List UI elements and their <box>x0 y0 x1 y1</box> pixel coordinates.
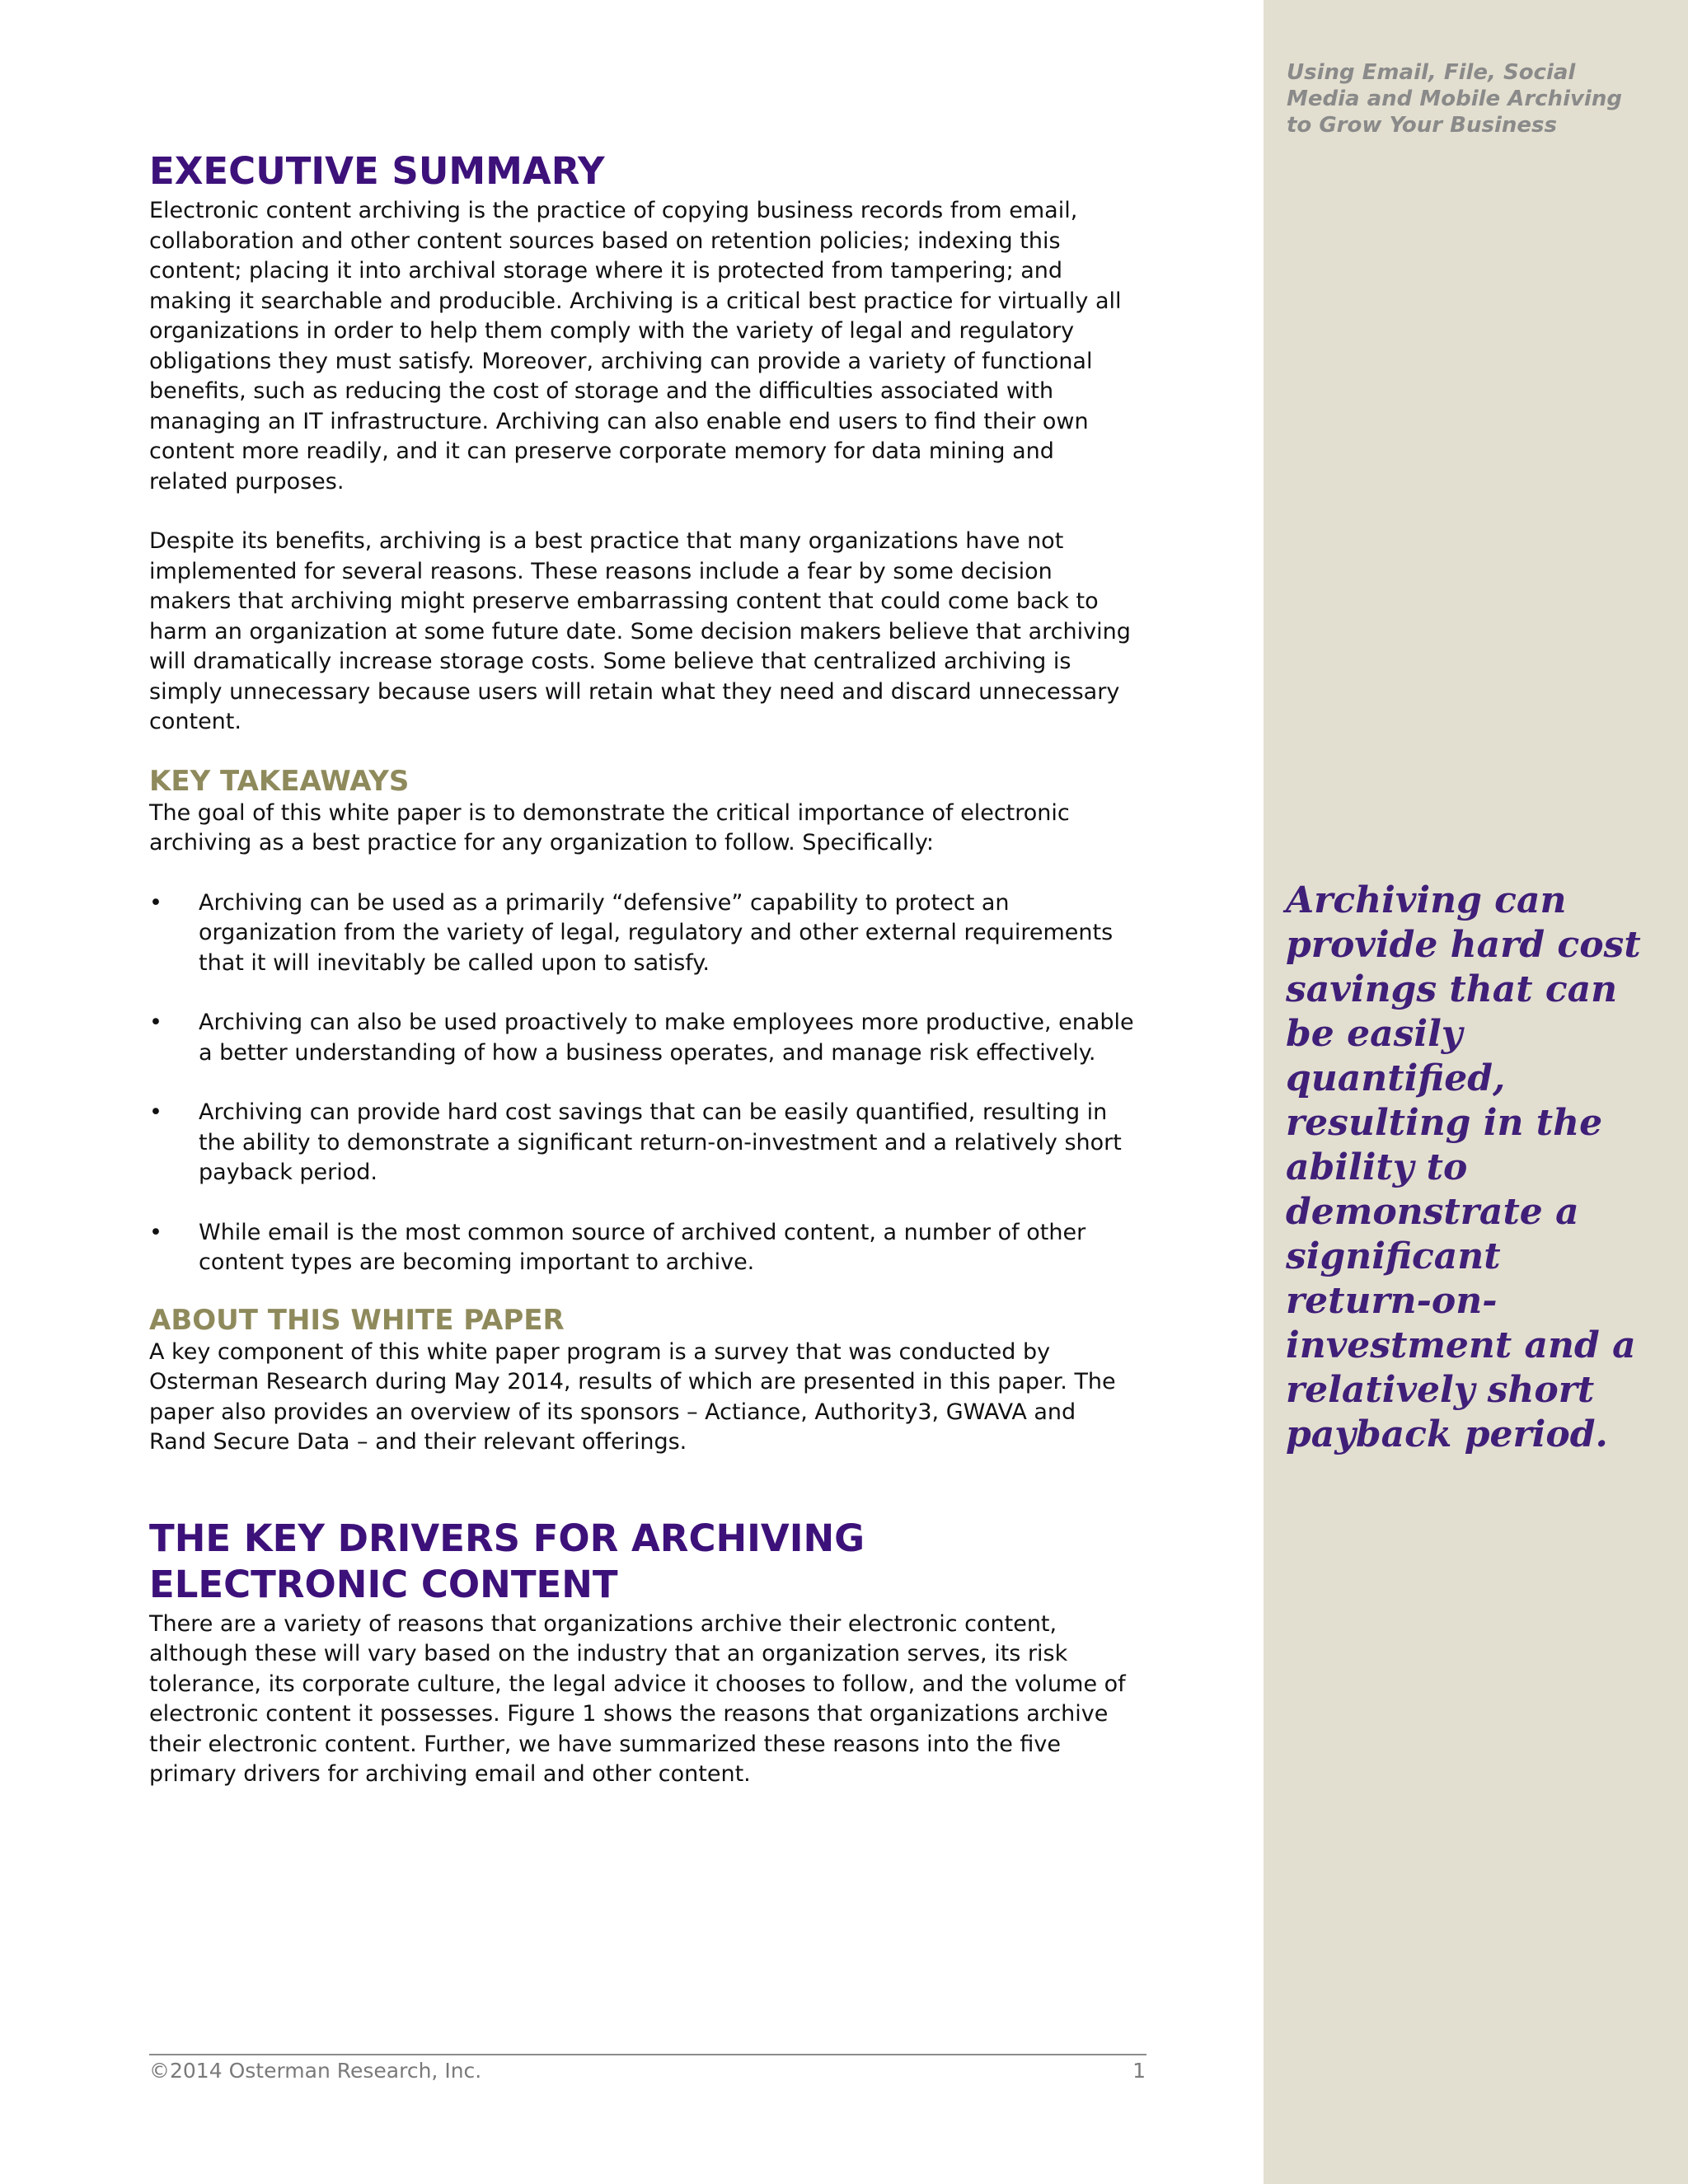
list-item <box>149 1098 1138 1188</box>
pull-quote: Archiving can provide hard cost savings that can be easily quantified, resulting in the ability to demonstrate a significant return-on-investment and a relatively short payback period. <box>1286 879 1641 1455</box>
key-drivers-heading-line-2: ELECTRONIC CONTENT <box>149 1562 618 1606</box>
footer-divider <box>149 2054 1146 2055</box>
bullet-dot: • <box>149 1010 162 1035</box>
key-drivers-heading-line-1: THE KEY DRIVERS FOR ARCHIVING <box>149 1516 865 1560</box>
list-item-text: While email is the most common source of archived content, a number of other content types are becoming important to archive. <box>199 1219 1086 1275</box>
list-item-text: Archiving can be used as a primarily “defensive” capability to protect an organization from the variety of legal, regulatory and other external requirements that it will inevitably be called upon to satisfy. <box>199 889 1114 976</box>
key-takeaways-list <box>149 888 1138 1278</box>
list-item-text: Archiving can also be used proactively to make employees more productive, enable a better understanding of how a business operates, and manage risk effectively. <box>199 1010 1134 1066</box>
main-content <box>149 148 1138 1790</box>
list-item-text: Archiving can provide hard cost savings that can be easily quantified, resulting in the ability to demonstrate a significant return-on-investment and a relatively short payback period. <box>199 1099 1122 1185</box>
executive-summary-heading: EXECUTIVE SUMMARY <box>149 149 605 193</box>
about-paragraph: A key component of this white paper program is a survey that was conducted by Osterman Research during May 2014, results of which are presented in this paper. The paper also provides an overview of its sponsors – Actiance, Authority3, GWAVA and Rand Secure Data – and their relevant offerings. <box>149 1338 1116 1455</box>
page-number: 1 <box>1132 2059 1146 2083</box>
list-item <box>149 1218 1138 1278</box>
bullet-dot: • <box>149 889 162 916</box>
key-takeaways-intro: The goal of this white paper is to demonstrate the critical importance of electronic archiving as a best practice for any organization to follow. Specifically: <box>149 799 1070 855</box>
executive-summary-paragraph-2: Despite its benefits, archiving is a best practice that many organizations have not implemented for several reasons. These reasons include a fear by some decision makers that archiving might preserve embarrassing content that could come back to harm an organization at some future date. Some decision makers believe that archiving will dramatically increase storage costs. Some believe that centralized archiving is simply unnecessary because users will retain what they need and discard unnecessary content. <box>149 528 1131 734</box>
list-item <box>149 888 1138 979</box>
footer-copyright: ©2014 Osterman Research, Inc. <box>149 2059 482 2083</box>
key-drivers-heading <box>149 1516 1138 1608</box>
bullet-dot: • <box>149 1099 162 1125</box>
about-heading: ABOUT THIS WHITE PAPER <box>149 1303 565 1337</box>
key-drivers-paragraph: There are a variety of reasons that organizations archive their electronic content, although these will vary based on the industry that an organization serves, its risk tolerance, its corporate culture, the legal advice it chooses to follow, and the volume of electronic content it possesses. Figure 1 shows the reasons that organizations archive their electronic content. Further, we have summarized these reasons into the five primary drivers for archiving email and other content. <box>149 1610 1126 1787</box>
executive-summary-paragraph-1: Electronic content archiving is the practice of copying business records from email, collaboration and other content sources based on retention policies; indexing this content; placing it into archival storage where it is protected from tampering; and making it searchable and producible. Archiving is a critical best practice for virtually all organizations in order to help them comply with the variety of legal and regulatory obligations they must satisfy. Moreover, archiving can provide a variety of functional benefits, such as reducing the cost of storage and the difficulties associated with managing an IT infrastructure. Archiving can also enable end users to find their own content more readily, and it can preserve corporate memory for data mining and related purposes. <box>149 198 1122 494</box>
bullet-dot: • <box>149 1219 162 1245</box>
list-item <box>149 1008 1138 1068</box>
key-takeaways-heading: KEY TAKEAWAYS <box>149 764 410 798</box>
running-title: Using Email, File, Social Media and Mobile Archiving to Grow Your Business <box>1287 60 1622 138</box>
